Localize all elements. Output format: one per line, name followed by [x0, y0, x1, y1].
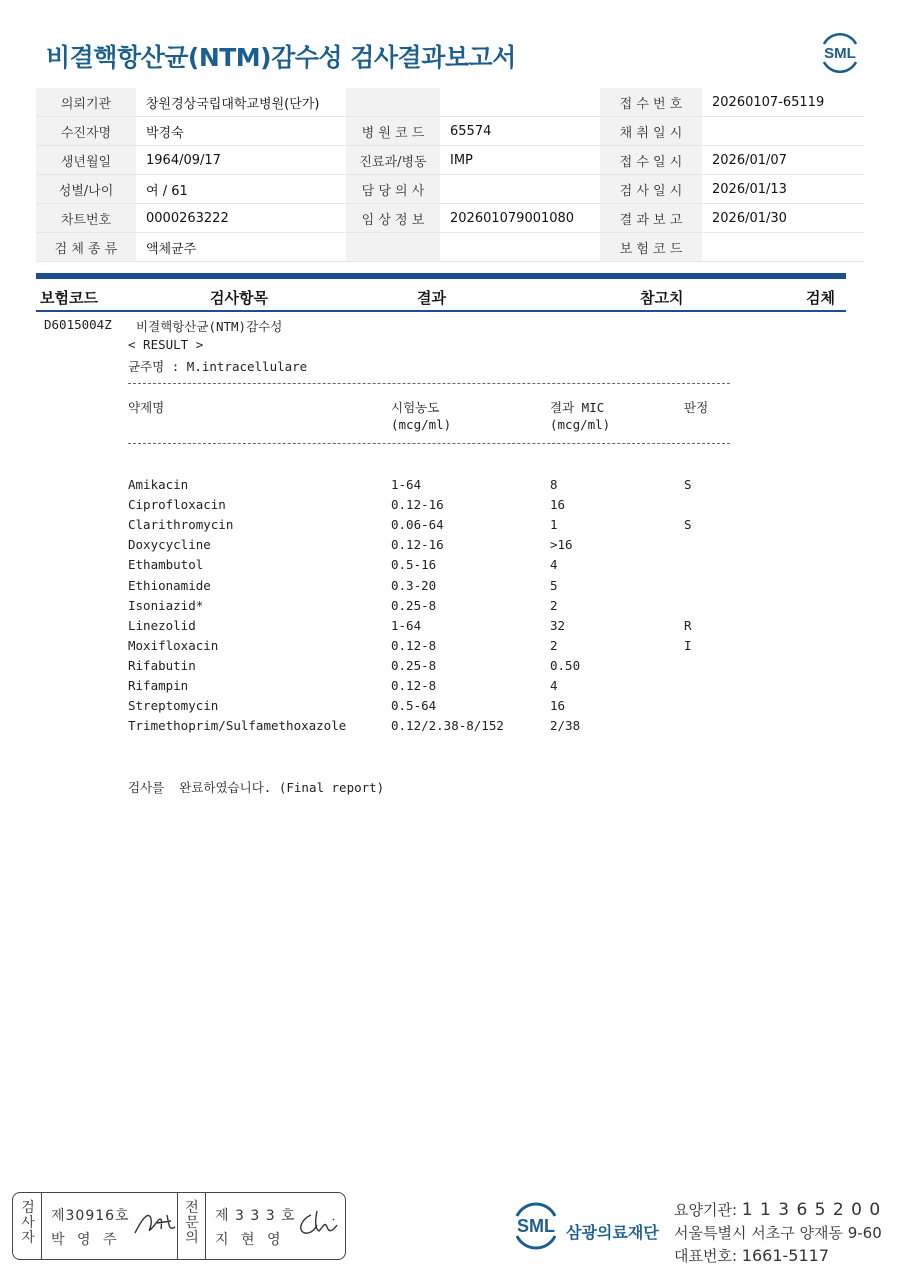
col-range-unit: (mcg/ml) [391, 417, 452, 432]
col-mic-unit: (mcg/ml) [550, 417, 611, 432]
col-range: 시험농도 [391, 400, 440, 415]
info-label: 차트번호 [36, 204, 136, 233]
info-value [702, 233, 864, 262]
col-mic: 결과 MIC [550, 400, 605, 415]
drug-name: Amikacin [128, 477, 189, 492]
info-label: 결 과 보 고 [600, 204, 702, 233]
info-value: 1964/09/17 [136, 146, 346, 175]
drug-mic: 16 [550, 497, 566, 513]
drug-name: Rifabutin [128, 657, 196, 673]
info-label: 검 체 종 류 [36, 233, 136, 262]
drug-range: 0.5-64 [391, 698, 437, 714]
tester-signature [131, 1207, 181, 1241]
drug-name: Clarithromycin [128, 517, 234, 533]
info-value [702, 117, 864, 146]
drug-range: 0.25-8 [391, 657, 437, 673]
info-value: 2026/01/07 [702, 146, 864, 175]
info-row [36, 117, 864, 146]
info-label: 접 수 일 시 [600, 146, 702, 175]
info-label: 보 험 코 드 [600, 233, 702, 262]
tester-number: 제30916호 [51, 1208, 130, 1224]
drug-name: Ethionamide [128, 577, 211, 593]
info-label: 의뢰기관 [36, 88, 136, 117]
header-test-item: 검사항목 [210, 289, 268, 307]
info-value: 0000263222 [136, 204, 346, 233]
footer-address: 서울특별시 서초구 양재동 9-60 [674, 1224, 882, 1242]
drug-mic: 4 [550, 678, 558, 693]
drug-name: Linezolid [128, 617, 196, 633]
header-specimen: 검체 [806, 289, 835, 307]
info-label [346, 88, 440, 117]
footer-org-name: 삼광의료재단 [566, 1223, 659, 1242]
header-rule-thin [36, 310, 846, 312]
organism-name: 균주명 : M.intracellulare [128, 359, 308, 374]
drug-name: Ciprofloxacin [128, 497, 226, 513]
col-drug: 약제명 [128, 400, 165, 415]
header-rule-thick [36, 273, 846, 279]
info-row [36, 146, 864, 175]
dashed-divider [128, 443, 730, 444]
drug-mic: 2 [550, 597, 558, 613]
info-value: 액체균주 [136, 233, 346, 262]
report-title: 비결핵항산균(NTM)감수성 검사결과보고서 [46, 43, 516, 72]
info-row [36, 88, 864, 117]
drug-range: 1-64 [391, 477, 422, 492]
info-row [36, 175, 864, 204]
info-value: 여 / 61 [136, 175, 346, 204]
drug-range: 0.12-8 [391, 637, 437, 653]
info-value: 20260107-65119 [702, 88, 864, 117]
drug-mic: 2 [550, 637, 558, 653]
drug-name: Isoniazid* [128, 597, 204, 613]
insurance-code: D6015004Z [44, 317, 112, 332]
header-reference: 참고치 [640, 289, 684, 307]
drug-range: 0.3-20 [391, 577, 437, 593]
dashed-divider [128, 383, 730, 384]
info-value [440, 175, 600, 204]
svg-text:SML: SML [517, 1216, 555, 1236]
info-row [36, 204, 864, 233]
specialist-number: 제 3 3 3 호 [215, 1208, 296, 1224]
drug-mic: 8 [550, 477, 558, 492]
drug-name: Moxifloxacin [128, 637, 219, 653]
drug-mic: 2/38 [550, 718, 581, 734]
footer-institution: 요양기관: 1 1 3 6 5 2 0 0 [674, 1200, 882, 1220]
specialist-signature [295, 1207, 343, 1241]
info-label: 성별/나이 [36, 175, 136, 204]
drug-range: 0.25-8 [391, 597, 437, 613]
final-note: 검사를 완료하였습니다. (Final report) [128, 780, 385, 795]
drug-interpretation: R [684, 617, 692, 633]
drug-mic: 0.50 [550, 657, 581, 673]
info-label: 진료과/병동 [346, 146, 440, 175]
drug-range: 0.5-16 [391, 557, 437, 573]
drug-name: Ethambutol [128, 557, 204, 573]
drug-mic: 16 [550, 698, 566, 714]
drug-range: 0.12-16 [391, 497, 444, 513]
drug-interpretation: S [684, 517, 692, 533]
specialist-name: 지 현 영 [215, 1232, 285, 1248]
info-label: 병 원 코 드 [346, 117, 440, 146]
info-label: 담 당 의 사 [346, 175, 440, 204]
drug-name: Doxycycline [128, 537, 211, 553]
drug-range: 0.12-8 [391, 678, 437, 693]
info-label: 임 상 정 보 [346, 204, 440, 233]
signature-box [12, 1192, 346, 1260]
info-label [346, 233, 440, 262]
info-label: 수진자명 [36, 117, 136, 146]
info-value: IMP [440, 146, 600, 175]
drug-mic: 4 [550, 557, 558, 573]
info-value: 202601079001080 [440, 204, 600, 233]
info-label: 접 수 번 호 [600, 88, 702, 117]
info-value [440, 233, 600, 262]
drug-interpretation: I [684, 637, 692, 653]
info-value: 박경숙 [136, 117, 346, 146]
drug-interpretation: S [684, 477, 692, 492]
info-label: 검 사 일 시 [600, 175, 702, 204]
drug-range: 0.12/2.38-8/152 [391, 718, 504, 734]
drug-name: Trimethoprim/Sulfamethoxazole [128, 718, 347, 734]
footer-sml-logo [510, 1198, 562, 1254]
footer-phone: 대표번호: 1661-5117 [674, 1246, 830, 1265]
drug-range: 0.12-16 [391, 537, 444, 553]
info-value: 2026/01/13 [702, 175, 864, 204]
drug-range: 0.06-64 [391, 517, 444, 533]
info-value [440, 88, 600, 117]
col-interpretation: 판정 [684, 400, 709, 415]
patient-info-table [36, 88, 864, 262]
drug-range: 1-64 [391, 617, 422, 633]
tester-name: 박 영 주 [51, 1232, 121, 1248]
drug-mic: >16 [550, 537, 573, 553]
header-insurance-code: 보험코드 [40, 289, 98, 307]
drug-mic: 5 [550, 577, 558, 593]
drug-mic: 1 [550, 517, 558, 533]
info-value: 2026/01/30 [702, 204, 864, 233]
result-label: < RESULT > [128, 337, 204, 352]
header-result: 결과 [417, 289, 446, 307]
info-label: 생년월일 [36, 146, 136, 175]
drug-name: Streptomycin [128, 698, 219, 714]
info-value: 65574 [440, 117, 600, 146]
tester-label: 검 사 자 [21, 1200, 35, 1246]
info-label: 채 취 일 시 [600, 117, 702, 146]
info-value: 창원경상국립대학교병원(단가) [136, 88, 346, 117]
drug-name: Rifampin [128, 678, 189, 693]
sml-logo [818, 30, 862, 76]
specialist-label: 전 문 의 [185, 1200, 199, 1246]
logo-text: SML [824, 45, 856, 62]
info-row [36, 233, 864, 262]
drug-mic: 32 [550, 617, 566, 633]
test-name: 비결핵항산균(NTM)감수성 [136, 319, 283, 334]
